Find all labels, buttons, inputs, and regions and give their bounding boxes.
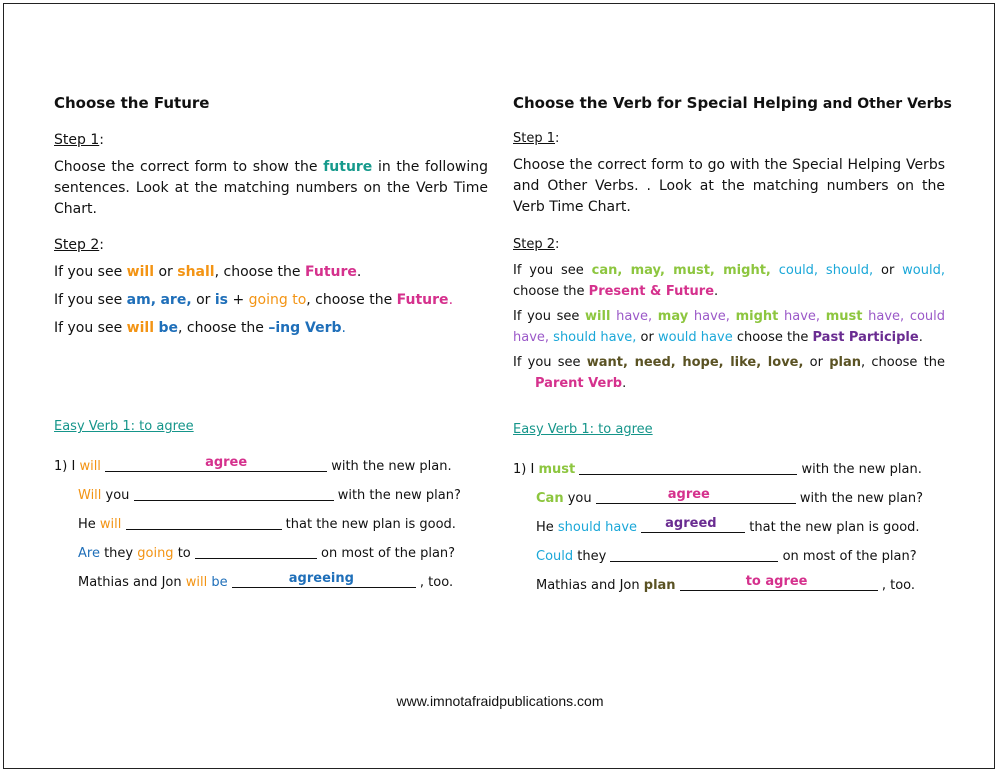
left-rule-will-be: If you see will be, choose the –ing Verb. [54, 320, 346, 336]
left-title: Choose the Future [54, 94, 210, 112]
left-exercise-5: Mathias and Jon will be agreeing , too. [78, 571, 454, 590]
left-intro: Choose the correct form to show the future in the following sentences. Look at the matching numbers on the Verb Time Chart. [54, 159, 488, 217]
answer-blank[interactable] [126, 514, 282, 530]
right-step2: Step 2: [513, 237, 560, 252]
left-exercise-2: Will you with the new plan? [78, 485, 461, 507]
answer-blank[interactable]: agreed [641, 517, 745, 533]
answer-blank[interactable] [610, 546, 778, 562]
footer-website: www.imnotafraidpublications.com [396, 693, 604, 709]
right-easy-verb-heading: Easy Verb 1: to agree [513, 422, 653, 437]
right-exercise-1: 1) I must with the new plan. [513, 459, 922, 481]
right-exercise-4: Could they on most of the plan? [536, 546, 917, 568]
right-exercise-2: Can you agree with the new plan? [536, 487, 924, 506]
answer-blank[interactable]: agreeing [232, 572, 416, 588]
right-intro: Choose the correct form to go with the Special Helping Verbs and Other Verbs. . Look at the matching numbers on the Verb Time Chart. [513, 157, 945, 215]
right-step1: Step 1: [513, 131, 560, 146]
left-exercise-4: Are they going to on most of the plan? [78, 543, 455, 565]
left-easy-verb-heading: Easy Verb 1: to agree [54, 419, 194, 434]
answer-blank[interactable]: agree [596, 488, 796, 504]
right-rule-past-participle: If you see will have, may have, might have, must have, could have, should have, or would have choose the Past Participle. [513, 309, 946, 345]
left-rule-will-shall: If you see will or shall, choose the Future. [54, 264, 362, 280]
left-rule-going-to: If you see am, are, or is + going to, choose the Future. [54, 292, 454, 308]
left-exercise-3: He will that the new plan is good. [78, 514, 456, 536]
right-rule-parent-verb: If you see want, need, hope, like, love, or plan, choose the Parent Verb. [513, 355, 945, 391]
right-exercise-5: Mathias and Jon plan to agree , too. [536, 574, 916, 593]
left-step2: Step 2: [54, 237, 104, 253]
answer-blank[interactable] [134, 485, 334, 501]
answer-blank[interactable]: to agree [680, 575, 878, 591]
answer-blank[interactable]: agree [105, 456, 327, 472]
answer-blank[interactable] [195, 543, 317, 559]
left-exercise-1: 1) I will agree with the new plan. [54, 455, 452, 474]
right-title: Choose the Verb for Special Helping and Other Verbs [513, 94, 952, 112]
left-step1: Step 1: [54, 132, 104, 148]
right-rule-special-helping: If you see can, may, must, might, could, should, or would, choose the Present & Future. [513, 263, 945, 299]
right-exercise-3: He should have agreed that the new plan is good. [536, 516, 920, 535]
answer-blank[interactable] [579, 459, 797, 475]
